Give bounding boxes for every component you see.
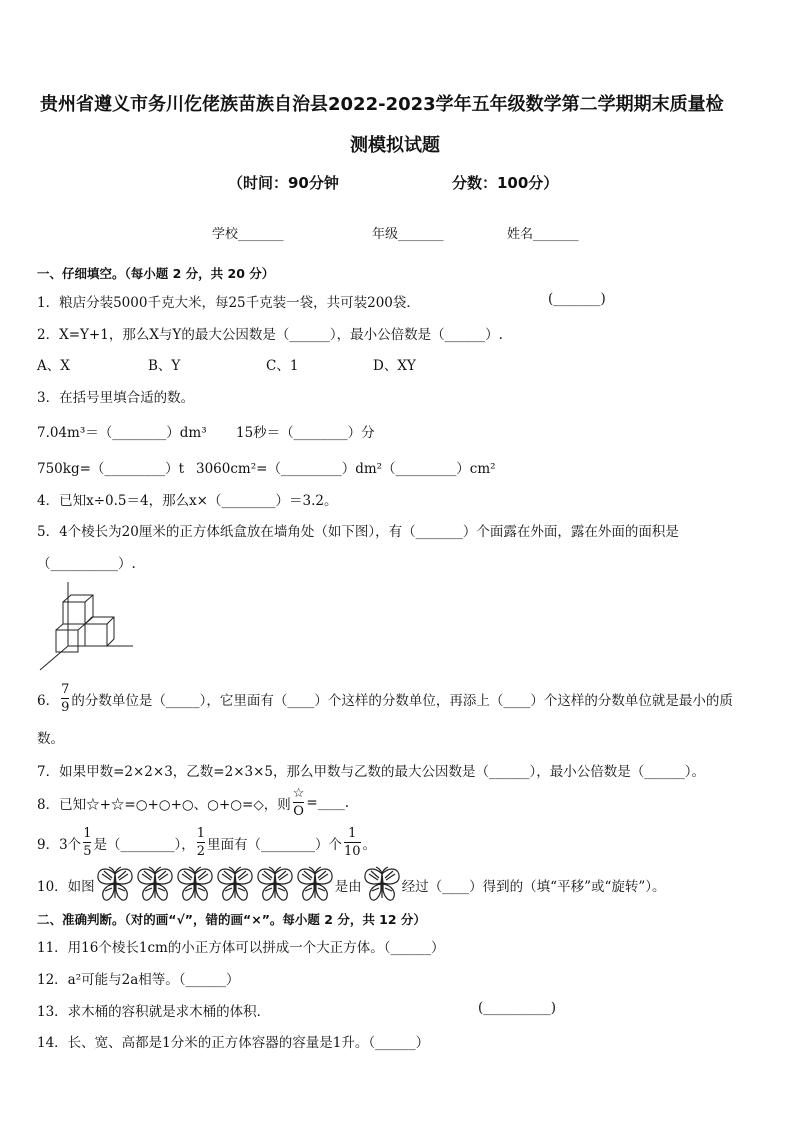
question-3-row2b: 3060cm²=（_________）dm²（_________）cm² <box>196 461 496 477</box>
fraction-numerator: 1 <box>196 826 205 841</box>
question-8 <box>37 787 349 818</box>
fraction-7-9 <box>61 683 69 714</box>
option-c: C、1 <box>266 358 299 374</box>
question-4: 4．已知x÷0.5＝4，那么x×（________）＝3.2。 <box>37 493 338 509</box>
section2-heading: 二、准确判断。（对的画“√”，错的画“×”。每小题 2 分，共 12 分） <box>37 912 426 927</box>
question-6-line1: 的分数单位是（_____），它里面有（____）个这样的分数单位，再添上（____）个这样的分数单位就是最小的质 <box>71 692 733 709</box>
exam-title-line2: 测模拟试题 <box>350 135 440 156</box>
option-d: D、XY <box>373 358 416 374</box>
question-10 <box>37 866 666 904</box>
question-5-line2: （__________）. <box>37 556 136 572</box>
fraction-numerator: ☆ <box>292 786 305 801</box>
question-12: 12．a²可能与2a相等。（______） <box>37 972 240 988</box>
fraction-bar <box>61 698 69 699</box>
fraction-denominator: 9 <box>61 700 70 715</box>
question-1: 1．粮店分装5000千克大米，每25千克装一袋，共可装200袋． <box>37 295 420 311</box>
question-6-line2: 数。 <box>37 731 64 747</box>
question-1-blank: (_______) <box>548 291 606 307</box>
cube-corner-figure <box>38 578 138 673</box>
question-14: 14．长、宽、高都是1分米的正方体容器的容量是1升。（______） <box>37 1035 430 1051</box>
question-5-line1: 5．4个棱长为20厘米的正方体纸盒放在墙角处（如下图），有（_______）个面露在外面，露在外面的面积是 <box>37 524 679 540</box>
fraction-denominator: 2 <box>196 844 205 859</box>
question-7: 7．如果甲数=2×2×3，乙数=2×3×5，那么甲数与乙数的最大公因数是（______），最小公倍数是（______）。 <box>37 764 705 780</box>
question-3-row1b: 15秒＝（________）分 <box>236 425 375 441</box>
question-2: 2．X=Y+1，那么X与Y的最大公因数是（______），最小公倍数是（______）. <box>37 327 503 343</box>
fraction-1-2 <box>197 827 205 858</box>
butterfly-icon <box>255 866 295 904</box>
question-11: 11．用16个棱长1cm的小正方体可以拼成一个大正方体。（______） <box>37 940 445 956</box>
fraction-denominator: O <box>293 804 304 819</box>
question-6 <box>37 683 733 714</box>
option-b: B、Y <box>148 358 181 374</box>
fraction-numerator: 1 <box>83 826 92 841</box>
fraction-denominator: 5 <box>83 844 92 859</box>
question-9-a: 9．3个 <box>37 836 82 853</box>
butterfly-single <box>362 866 402 904</box>
option-a: A、X <box>37 358 70 374</box>
exam-time: （时间：90分钟 <box>228 174 339 192</box>
question-9 <box>37 827 376 858</box>
butterfly-icon <box>175 866 215 904</box>
butterfly-icon <box>295 866 335 904</box>
question-10-b: 是由 <box>334 879 362 895</box>
question-10-c: 经过（____）得到的（填“平移”或“旋转”）。 <box>401 879 666 895</box>
butterfly-icon <box>362 866 402 904</box>
fraction-numerator: 1 <box>348 826 357 841</box>
name-field: 姓名_______ <box>507 227 579 242</box>
fraction-1-10 <box>344 827 361 858</box>
question-9-b: 是（________）， <box>93 836 195 853</box>
fraction-denominator: 10 <box>344 844 361 859</box>
fraction-star-over-o <box>293 787 305 818</box>
question-9-d: 。 <box>362 836 377 853</box>
fraction-bar <box>83 842 91 843</box>
fraction-numerator: 7 <box>61 682 70 697</box>
fraction-bar <box>344 842 361 843</box>
butterfly-icon <box>215 866 255 904</box>
question-13: 13．求木桶的容积就是求木桶的体积． <box>37 1004 271 1020</box>
question-9-c: 里面有（________）个 <box>207 836 342 853</box>
question-3: 3．在括号里填合适的数。 <box>37 390 195 406</box>
exam-score: 分数：100分） <box>452 174 559 192</box>
question-13-blank: (__________) <box>478 1000 557 1016</box>
question-8-text: 8．已知☆+☆=○+○+○、○+○=◇，则 <box>37 796 291 813</box>
school-field: 学校_______ <box>212 227 284 242</box>
question-8-tail: =____. <box>306 794 350 811</box>
question-3-row2a: 750kg=（_________）t <box>37 461 185 477</box>
section1-heading: 一、仔细填空。（每小题 2 分，共 20 分） <box>37 266 275 281</box>
fraction-1-5 <box>83 827 91 858</box>
question-6-prefix: 6． <box>37 692 60 709</box>
fraction-bar <box>197 842 205 843</box>
fraction-bar <box>293 802 305 803</box>
butterfly-icon <box>135 866 175 904</box>
question-3-row1a: 7.04m³＝（________）dm³ <box>37 425 207 441</box>
exam-title-line1: 贵州省遵义市务川仡佬族苗族自治县2022-2023学年五年级数学第二学期期末质量检 <box>40 94 724 115</box>
question-10-a: 10．如图 <box>37 879 95 895</box>
butterfly-icon <box>95 866 135 904</box>
butterfly-row <box>95 866 335 904</box>
grade-field: 年级_______ <box>372 227 444 242</box>
